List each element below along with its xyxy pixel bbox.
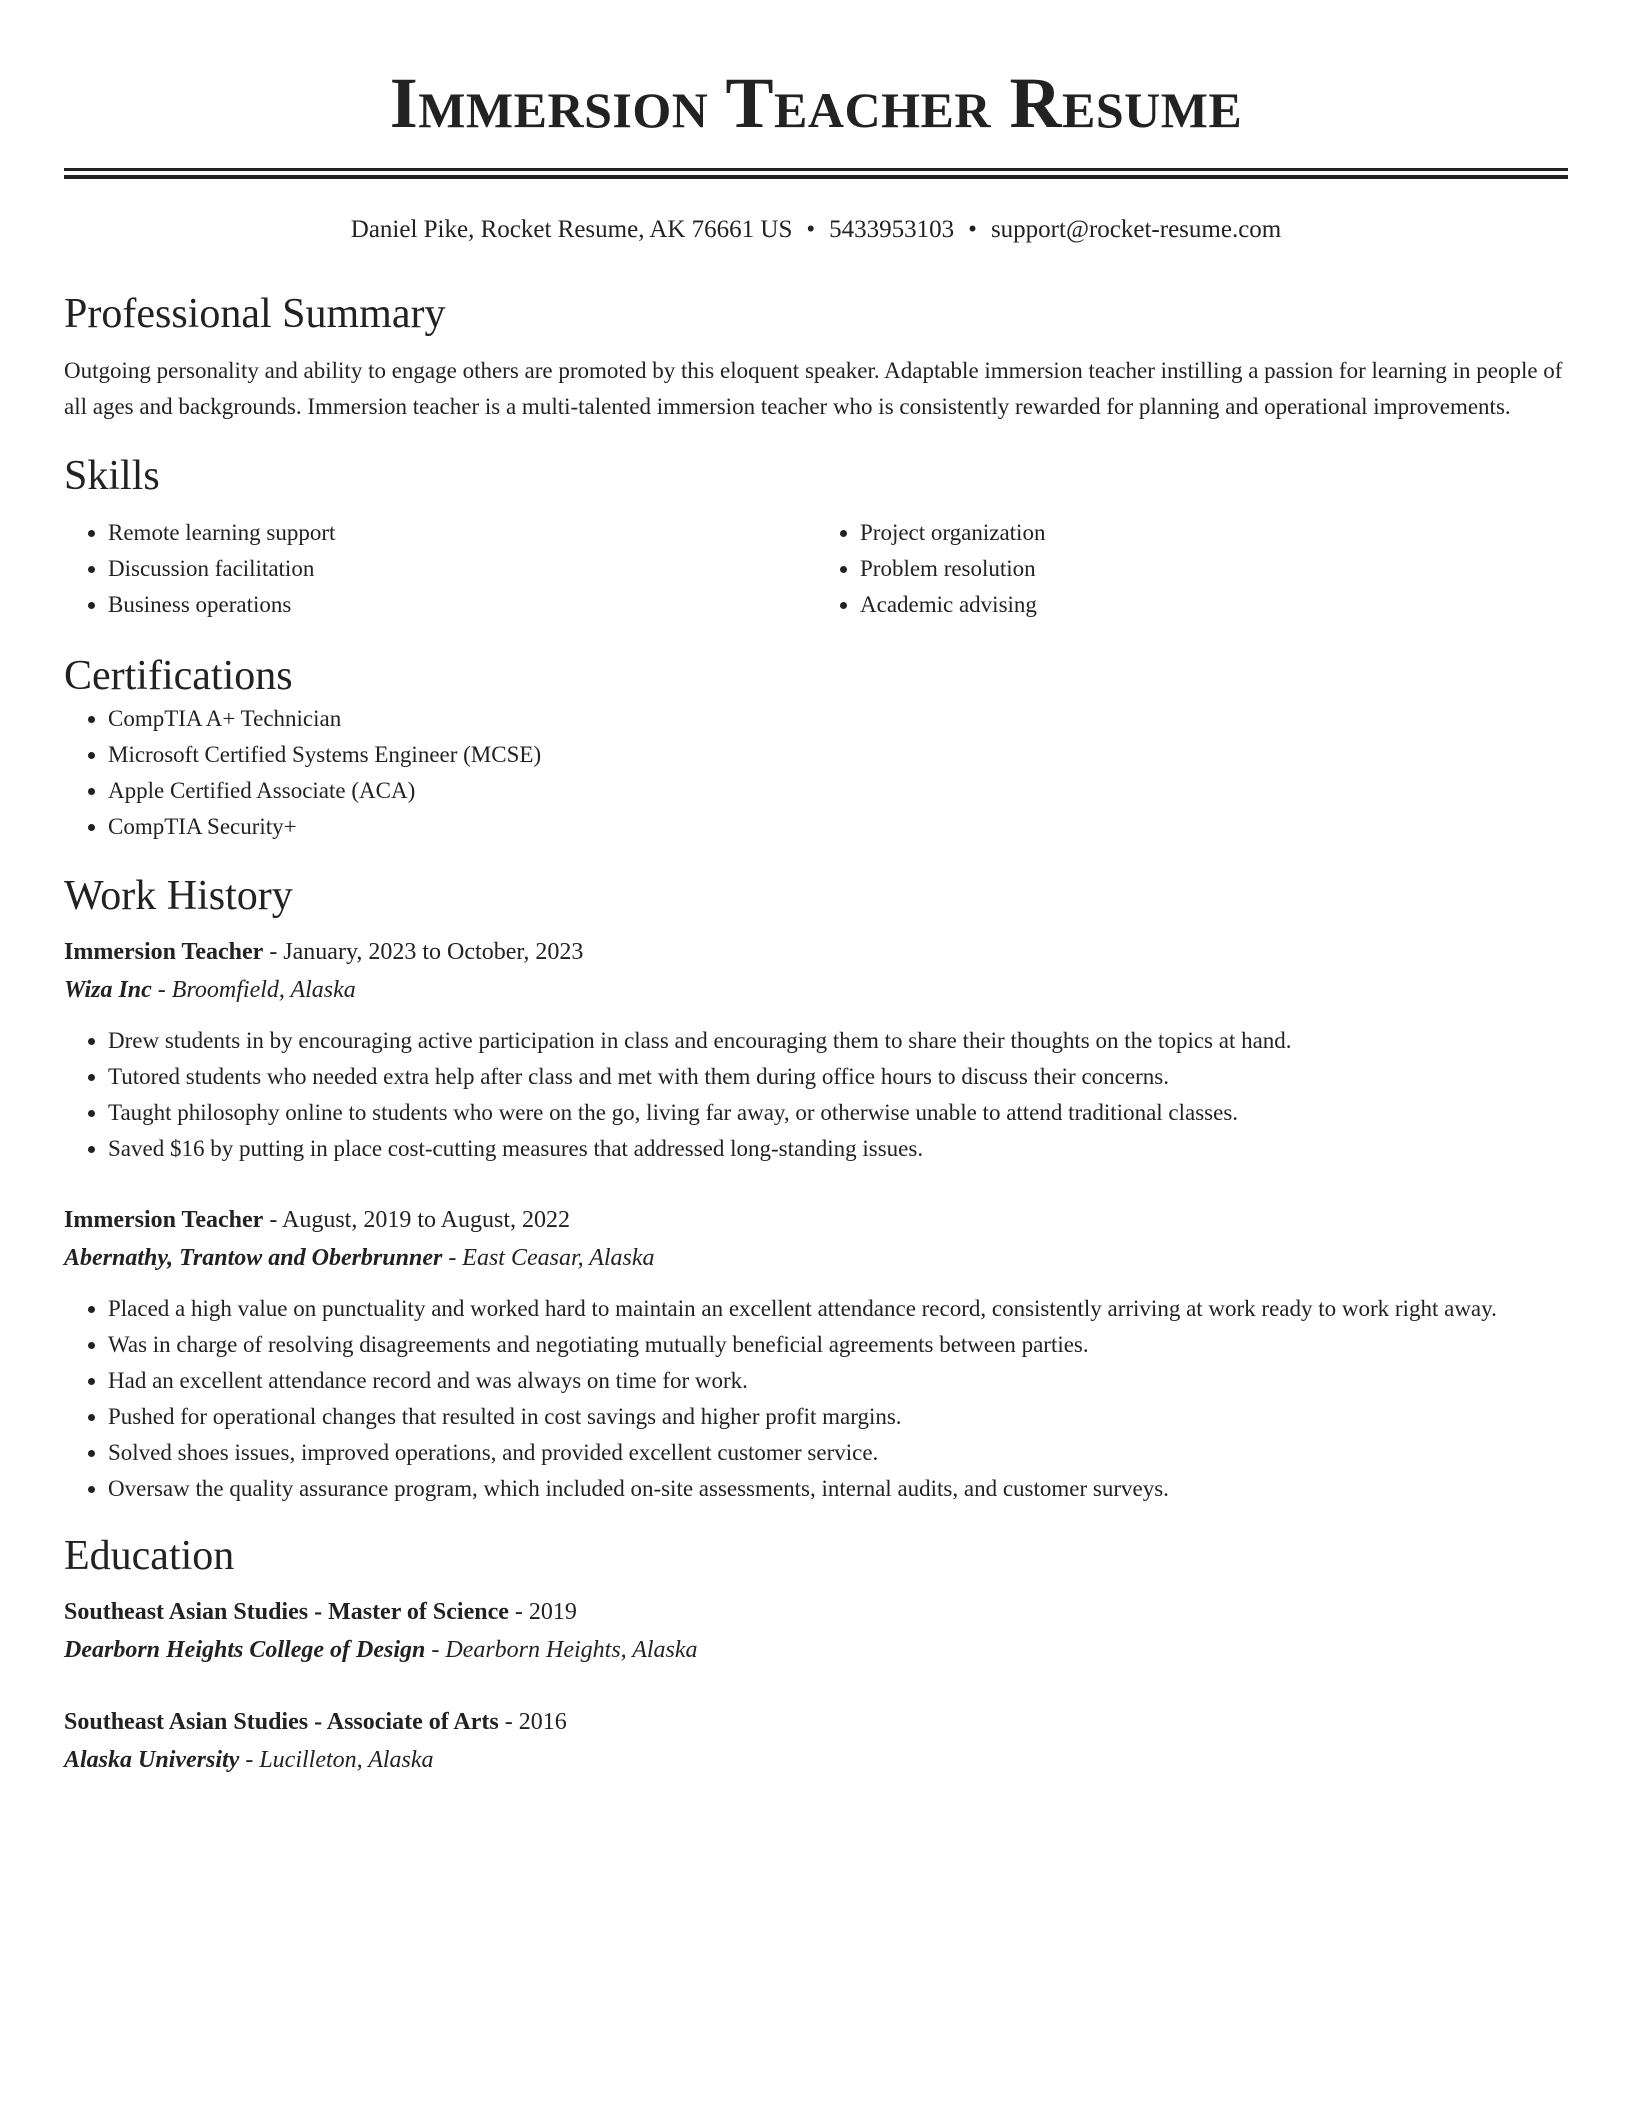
job-bullets [64,1023,1568,1167]
job-location: - Broomfield, Alaska [151,977,356,1003]
job-title: Immersion Teacher [64,1207,264,1233]
job-bullet: • Placed a high value on punctuality and worked hard to maintain an excellent attendance record, consistently arriving at work ready to work right away. [108,1291,1568,1327]
title-divider [64,168,1568,179]
skills-grid [64,515,1568,623]
job-company-line [64,1239,1568,1277]
education-school-line [64,1631,1568,1669]
education-entry [64,1593,1568,1669]
job-entry [64,1201,1568,1507]
job-title: Immersion Teacher [64,939,264,965]
skill-item: • Academic advising [860,587,1568,623]
job-entry [64,933,1568,1167]
job-bullet: • Solved shoes issues, improved operations, and provided excellent customer service. [108,1435,1568,1471]
certification-item: • CompTIA Security+ [108,809,1568,845]
work-history-heading: Work History [64,873,293,919]
skills-list-left [64,515,816,623]
job-bullet: • Had an excellent attendance record and was always on time for work. [108,1363,1568,1399]
education-section [64,1531,1568,1779]
certification-item: • Microsoft Certified Systems Engineer (MCSE) [108,737,1568,773]
job-company: Wiza Inc [64,977,152,1003]
education-location: - Lucilleton, Alaska [239,1747,434,1773]
contact-email: support@rocket-resume.com [990,216,1282,243]
contact-line [64,213,1568,247]
job-header [64,933,1568,971]
certifications-heading: Certifications [64,653,293,699]
skills-heading: Skills [64,453,160,499]
education-school: Dearborn Heights College of Design [64,1637,426,1663]
education-degree: Southeast Asian Studies - Master of Science [64,1599,509,1625]
job-header [64,1201,1568,1239]
job-dates: - August, 2019 to August, 2022 [263,1207,571,1233]
skills-section [64,451,1568,623]
resume-title: Immersion Teacher Resume [389,63,1243,143]
education-school: Alaska University [64,1747,240,1773]
job-bullet: • Drew students in by encouraging active participation in class and encouraging them to share their thoughts on the topics at hand. [108,1023,1568,1059]
job-bullet: • Oversaw the quality assurance program, which included on-site assessments, internal audits, and customer surveys. [108,1471,1568,1507]
education-school-line [64,1741,1568,1779]
job-location: - East Ceasar, Alaska [442,1245,655,1271]
summary-text: Outgoing personality and ability to engage others are promoted by this eloquent speaker. Adaptable immersion teacher instilling a passion for learning in people of all ages and backgrounds. Immersion teacher is a multi-talented immersion teacher who is consistently rewarded for planning and operational improvements. [64,358,1563,419]
certifications-list [64,701,1568,845]
job-bullet: • Pushed for operational changes that resulted in cost savings and higher profit margins. [108,1399,1568,1435]
certification-item: • Apple Certified Associate (ACA) [108,773,1568,809]
job-dates: - January, 2023 to October, 2023 [263,939,584,965]
certification-item: • CompTIA A+ Technician [108,701,1568,737]
job-bullet: • Was in charge of resolving disagreements and negotiating mutually beneficial agreements between parties. [108,1327,1568,1363]
contact-separator: • [968,216,977,243]
education-entry [64,1703,1568,1779]
education-heading: Education [64,1533,235,1579]
contact-separator: • [806,216,816,243]
skill-item: • Project organization [860,515,1568,551]
education-degree-line [64,1703,1568,1741]
contact-phone: 5433953103 [829,216,955,243]
job-bullet: • Tutored students who needed extra help after class and met with them during office hours to discuss their concerns. [108,1059,1568,1095]
education-degree: Southeast Asian Studies - Associate of Arts [64,1709,499,1735]
job-bullets [64,1291,1568,1507]
certifications-section [64,651,1568,845]
education-degree-line [64,1593,1568,1631]
summary-section [64,289,1568,425]
skill-item: • Business operations [108,587,816,623]
education-location: - Dearborn Heights, Alaska [425,1637,698,1663]
job-company-line [64,971,1568,1009]
education-year: - 2016 [498,1709,567,1735]
skill-item: • Problem resolution [860,551,1568,587]
job-bullet: • Taught philosophy online to students who were on the go, living far away, or otherwise unable to attend traditional classes. [108,1095,1568,1131]
education-year: - 2019 [508,1599,577,1625]
work-history-section [64,871,1568,1507]
job-company: Abernathy, Trantow and Oberbrunner [64,1245,443,1271]
job-bullet: • Saved $16 by putting in place cost-cutting measures that addressed long-standing issues. [108,1131,1568,1167]
contact-address: Daniel Pike, Rocket Resume, AK 76661 US [350,216,793,243]
skill-item: • Remote learning support [108,515,816,551]
summary-heading: Professional Summary [64,291,446,337]
skill-item: • Discussion facilitation [108,551,816,587]
skills-list-right [816,515,1568,623]
